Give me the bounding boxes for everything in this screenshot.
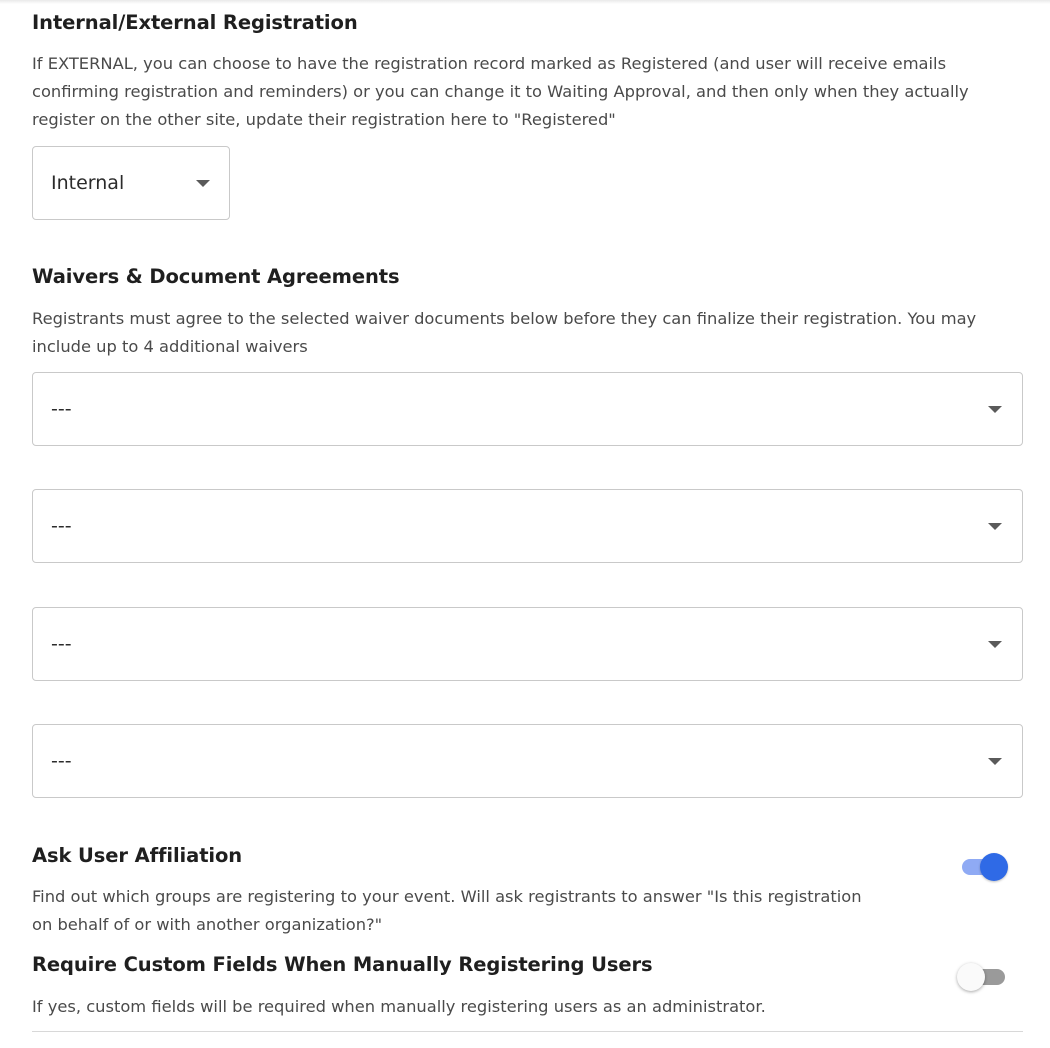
custom-fields-toggle[interactable]	[957, 961, 1009, 991]
waiver-select-value: ---	[51, 398, 72, 420]
waiver-select-value: ---	[51, 515, 72, 537]
waivers-description: Registrants must agree to the selected waiver documents below before they can finalize their registration. You may include up to 4 additional waivers	[32, 309, 977, 356]
waivers-title: Waivers & Document Agreements	[32, 265, 400, 288]
chevron-down-icon	[988, 406, 1002, 413]
registration-title: Internal/External Registration	[32, 11, 358, 34]
waiver-select-value: ---	[51, 633, 72, 655]
affiliation-toggle[interactable]	[958, 851, 1010, 881]
registration-type-select[interactable]	[32, 146, 230, 220]
chevron-down-icon	[988, 641, 1002, 648]
top-shadow	[0, 0, 1050, 4]
chevron-down-icon	[988, 758, 1002, 765]
chevron-down-icon	[988, 523, 1002, 530]
waiver-select-3[interactable]	[32, 607, 1023, 681]
toggle-knob	[957, 963, 985, 991]
waiver-select-1[interactable]	[32, 372, 1023, 446]
custom-fields-title: Require Custom Fields When Manually Registering Users	[32, 953, 653, 976]
custom-fields-description: If yes, custom fields will be required when manually registering users as an administrator.	[32, 997, 766, 1016]
chevron-down-icon	[196, 180, 210, 187]
affiliation-title: Ask User Affiliation	[32, 844, 243, 867]
waiver-select-value: ---	[51, 750, 72, 772]
waiver-select-2[interactable]	[32, 489, 1023, 563]
affiliation-description: Find out which groups are registering to your event. Will ask registrants to answer "Is this registration on behalf of or with another organization?"	[32, 887, 862, 934]
waiver-select-4[interactable]	[32, 724, 1023, 798]
registration-description: If EXTERNAL, you can choose to have the registration record marked as Registered (and user will receive emails confirming registration and reminders) or you can change it to Waiting Approval, and then only when they actually register on the other site, update their registration here to "Registered"	[32, 54, 969, 129]
registration-type-value: Internal	[51, 172, 125, 194]
section-divider	[32, 1031, 1023, 1032]
toggle-knob	[980, 853, 1008, 881]
